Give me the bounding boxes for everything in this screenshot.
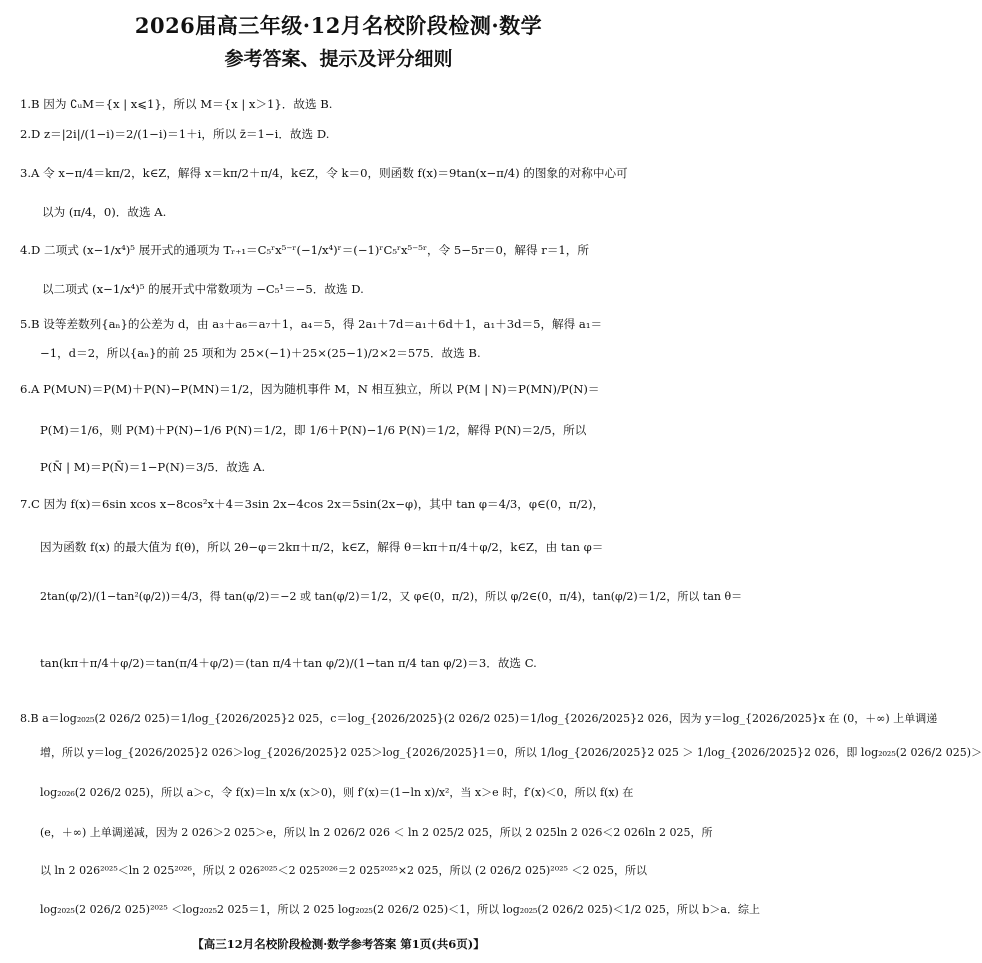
answer-8-line-6: log₂₀₂₅(2 026/2 025)²⁰²⁵ ＜log₂₀₂₅2 025＝1，所以 2 025 log₂₀₂₅(2 026/2 025)＜1，所以 log₂₀₂₅(2 026/2 025)＜1/2 025，所以 b＞a．综上 [40, 903, 760, 916]
answer-1-line-1: 1.B 因为 ∁ᵤM＝{x | x⩽1}，所以 M＝{x | x＞1}．故选 B. [20, 97, 333, 111]
answer-2-line-1: 2.D z＝|2i|/(1−i)＝2/(1−i)＝1＋i，所以 z̄＝1−i．故选 D. [20, 127, 330, 141]
page-title: 2026届高三年级·12月名校阶段检测·数学 [134, 13, 543, 38]
answer-8-line-3: log₂₀₂₆(2 026/2 025)，所以 a＞c，令 f(x)＝ln x/x (x＞0)，则 f′(x)＝(1−ln x)/x²，当 x＞e 时，f′(x)＜0，所以 f(x) 在 [40, 786, 634, 799]
answer-6-line-1: 6.A P(M∪N)＝P(M)＋P(N)−P(MN)＝1/2，因为随机事件 M，N 相互独立，所以 P(M | N)＝P(MN)/P(N)＝ [20, 382, 600, 396]
answer-7-line-4: tan(kπ＋π/4＋φ/2)＝tan(π/4＋φ/2)＝(tan π/4＋tan φ/2)/(1−tan π/4 tan φ/2)＝3．故选 C. [40, 656, 537, 670]
answer-3-line-1: 3.A 令 x−π/4＝kπ/2，k∈Z，解得 x＝kπ/2＋π/4，k∈Z，令 k＝0，则函数 f(x)＝9tan(x−π/4) 的图象的对称中心可 [20, 166, 628, 180]
answer-5-line-2: −1，d＝2，所以{aₙ}的前 25 项和为 25×(−1)＋25×(25−1)/2×2＝575．故选 B. [40, 346, 481, 360]
answer-7-line-1: 7.C 因为 f(x)＝6sin xcos x−8cos²x＋4＝3sin 2x−4cos 2x＝5sin(2x−φ)，其中 tan φ＝4/3，φ∈(0，π/2)， [20, 497, 605, 511]
answer-7-line-2: 因为函数 f(x) 的最大值为 f(θ)，所以 2θ−φ＝2kπ＋π/2，k∈Z，解得 θ＝kπ＋π/4＋φ/2，k∈Z，由 tan φ＝ [40, 540, 604, 554]
answer-8-line-5: 以 ln 2 026²⁰²⁵＜ln 2 025²⁰²⁶，所以 2 026²⁰²⁵＜2 025²⁰²⁶＝2 025²⁰²⁵×2 025，所以 (2 026/2 025)²⁰²⁵ ＜2 025，所以 [40, 864, 647, 877]
answer-8-line-2: 增，所以 y＝log_{2026/2025}2 026＞log_{2026/2025}2 025＞log_{2026/2025}1＝0，所以 1/log_{2026/2025}2 025 ＞ 1/log_{2026/2025}2 026，即 log₂₀₂₅(2 026/2 025)＞ [40, 746, 982, 759]
answer-4-line-2: 以二项式 (x−1/x⁴)⁵ 的展开式中常数项为 −C₅¹＝−5．故选 D. [42, 282, 364, 296]
answer-7-line-3: 2tan(φ/2)/(1−tan²(φ/2))＝4/3，得 tan(φ/2)＝−2 或 tan(φ/2)＝1/2，又 φ∈(0，π/2)，所以 φ/2∈(0，π/4)，tan(φ/2)＝1/2，所以 tan θ＝ [40, 590, 743, 603]
answer-8-line-1: 8.B a＝log₂₀₂₅(2 026/2 025)＝1/log_{2026/2025}2 025，c＝log_{2026/2025}(2 026/2 025)＝1/log_{2026/2025}2 026，因为 y＝log_{2026/2025}x 在 (0，＋∞) 上单调递 [20, 712, 938, 725]
answer-5-line-1: 5.B 设等差数列{aₙ}的公差为 d，由 a₃＋a₆＝a₇＋1，a₄＝5，得 2a₁＋7d＝a₁＋6d＋1，a₁＋3d＝5，解得 a₁＝ [20, 317, 603, 331]
page-footer: 【高三12月名校阶段检测·数学参考答案 第1页(共6页)】 [192, 937, 485, 951]
answer-4-line-1: 4.D 二项式 (x−1/x⁴)⁵ 展开式的通项为 Tᵣ₊₁＝C₅ʳx⁵⁻ʳ(−1/x⁴)ʳ＝(−1)ʳC₅ʳx⁵⁻⁵ʳ，令 5−5r＝0，解得 r＝1，所 [20, 243, 589, 257]
page-subtitle: 参考答案、提示及评分细则 [224, 48, 453, 70]
answer-6-line-2: P(M)＝1/6，则 P(M)＋P(N)−1/6 P(N)＝1/2，即 1/6＋P(N)−1/6 P(N)＝1/2，解得 P(N)＝2/5，所以 [40, 423, 587, 437]
answer-3-line-2: 以为 (π/4，0)．故选 A. [42, 205, 167, 219]
answer-6-line-3: P(N̄ | M)＝P(N̄)＝1−P(N)＝3/5．故选 A. [40, 460, 266, 474]
answer-8-line-4: (e，＋∞) 上单调递减，因为 2 026＞2 025＞e，所以 ln 2 026/2 026 ＜ ln 2 025/2 025，所以 2 025ln 2 026＜2 026ln 2 025，所 [40, 826, 713, 839]
